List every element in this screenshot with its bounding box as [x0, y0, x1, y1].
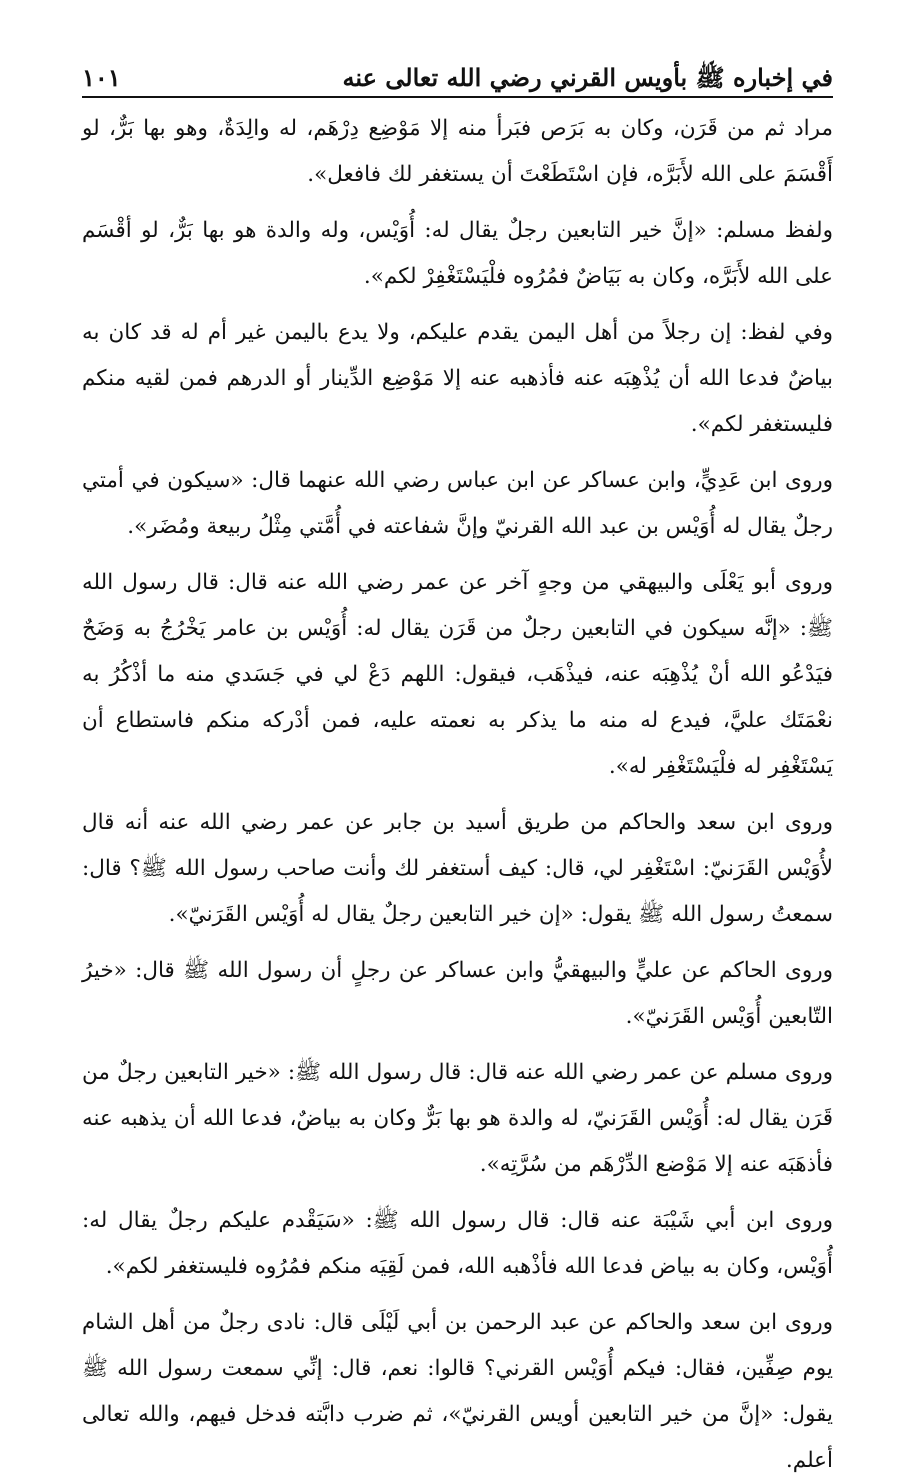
- running-title: في إخباره ﷺ بأويس القرني رضي الله تعالى عنه: [342, 63, 833, 92]
- page-header: [82, 52, 833, 96]
- paragraph: ولفظ مسلم: «إنَّ خير التابعين رجلٌ يقال له: أُوَيْس، وله والدة هو بها بَرٌّ، لو أقْسَم على الله لأَبَرَّه، وكان به بَيَاضٌ فمُرُوه فلْيَسْتَغْفِرْ لكم».: [82, 218, 833, 289]
- paragraph: وروى ابن سعد والحاكم من طريق أسيد بن جابر عن عمر رضي الله عنه أنه قال لأُوَيْس القَرَنيّ: اسْتَغْفِر لي، قال: كيف أستغفر لك وأنت صاحب رسول الله ﷺ؟ قال: سمعتُ رسول الله ﷺ يقول: «إن خير التابعين رجلٌ يقال له أُوَيْس القَرَنيّ».: [82, 810, 833, 927]
- paragraph: وروى أبو يَعْلَى والبيهقي من وجهٍ آخر عن عمر رضي الله عنه قال: قال رسول الله ﷺ: «إنَّه سيكون في التابعين رجلٌ من قَرَن يقال له: أُوَيْس بن عامر يَخْرُجُ به وَضَحٌ فيَدْعُو الله أنْ يُذْهِبَه عنه، فيذْهَب، فيقول: اللهم دَعْ لي في جَسَدي منه ما أذْكُرُ به نعْمَتَك عليَّ، فيدع له منه ما يذكر به نعمته عليه، فمن أدْركه منكم فاستطاع أن يَسْتَغْفِر له فلْيَسْتَغْفِر له».: [82, 570, 833, 779]
- paragraph: وروى مسلم عن عمر رضي الله عنه قال: قال رسول الله ﷺ: «خير التابعين رجلٌ من قَرَن يقال له: أُوَيْس القَرَنيّ، له والدة هو بها بَرٌّ وكان به بياضٌ، فدعا الله أن يذهبه عنه فأذهَبَه عنه إلا مَوْضع الدِّرْهَم من سُرَّتِه».: [82, 1060, 833, 1177]
- paragraph: وفي لفظ: إن رجلاً من أهل اليمن يقدم عليكم، ولا يدع باليمن غير أم له قد كان به بياضٌ فدعا الله أن يُذْهِبَه عنه فأذهبه عنه إلا مَوْضِع الدِّينار أو الدرهم فمن لقيه منكم فليستغفر لكم».: [82, 320, 833, 437]
- paragraph: وروى ابن أبي شَيْبَة عنه قال: قال رسول الله ﷺ: «سَيَقْدم عليكم رجلٌ يقال له: أُوَيْس، وكان به بياض فدعا الله فأذْهبه الله، فمن لَقِيَه منكم فمُرُوه فليستغفر لكم».: [82, 1208, 833, 1279]
- page-number: ١٠١: [82, 63, 121, 92]
- paragraph: وروى ابن عَدِيٍّ، وابن عساكر عن ابن عباس رضي الله عنهما قال: «سيكون في أمتي رجلٌ يقال له أُوَيْس بن عبد الله القرنيّ وإنَّ شفاعته في أُمَّتي مِثْلُ ربيعة ومُضَر».: [82, 468, 833, 539]
- paragraph: وروى ابن سعد والحاكم عن عبد الرحمن بن أبي لَيْلَى قال: نادى رجلٌ من أهل الشام يوم صِفِّين، فقال: فيكم أُوَيْس القرني؟ قالوا: نعم، قال: إنِّي سمعت رسول الله ﷺ يقول: «إنَّ من خير التابعين أويس القرنيّ»، ثم ضرب دابَّته فدخل فيهم، والله تعالى أعلم.: [82, 1310, 833, 1473]
- header-rule: [82, 96, 833, 98]
- paragraph: وروى الحاكم عن عليٍّ والبيهقيُّ وابن عساكر عن رجلٍ أن رسول الله ﷺ قال: «خيرُ التّابعين أُوَيْس القَرَنيّ».: [82, 958, 833, 1029]
- page-body: [82, 106, 833, 1473]
- paragraph: مراد ثم من قَرَن، وكان به بَرَص فبَرأ منه إلا مَوْضِع دِرْهَم، له والِدَةٌ، وهو بها بَرٌّ، لو أَقْسَمَ على الله لأَبَرَّه، فإن اسْتَطَعْتَ أن يستغفر لك فافعل».: [82, 116, 833, 187]
